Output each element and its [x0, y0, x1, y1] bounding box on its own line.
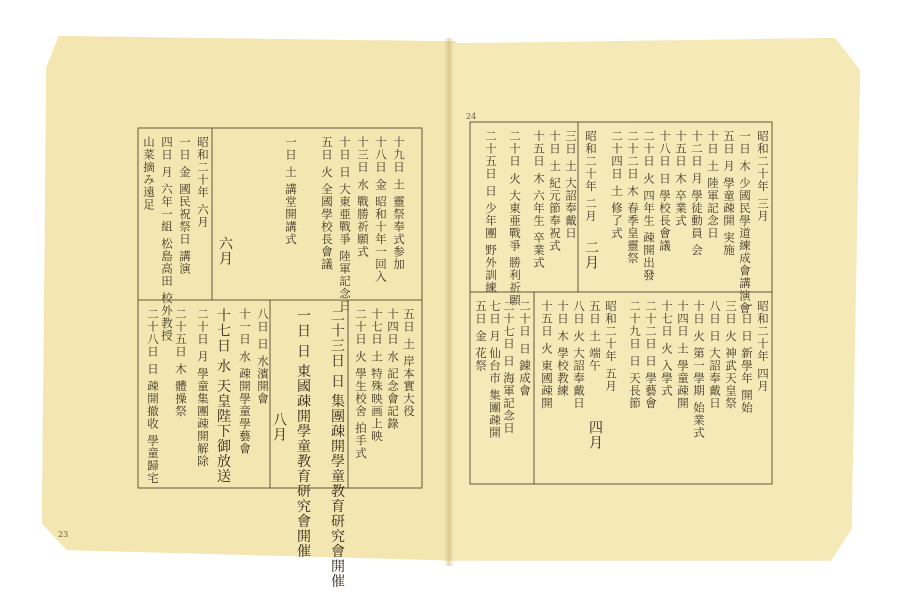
entry-right-bottom-4: 十日 火 第一學期 始業式 — [692, 300, 706, 439]
entry-right-bottom-12: 十日 木 學校教練 — [556, 300, 570, 397]
entry-right-top-6: 十八日 日 學校長會議 — [658, 130, 672, 252]
entry-right-bottom-8: 二十九日 日 天長節 — [628, 300, 642, 410]
entry-left-top-7: 一日 金 國民祝祭日 講演 — [178, 136, 192, 275]
page-number-right: 24 — [466, 112, 477, 121]
entry-left-bottom-5: 一日 日 東國疎開學童教育研究會開催 — [295, 308, 311, 559]
entry-left-top-6: 昭和二十年 六月 — [196, 136, 210, 229]
entry-right-top-8: 二十二日 木 春季皇靈祭 — [626, 130, 640, 265]
month-label-right-top: 二月 — [583, 240, 599, 270]
entry-right-top-13: 十五日 木 六年生 卒業式 — [532, 130, 546, 269]
entry-left-top-0: 十九日 土 靈祭奉式参加 — [392, 136, 406, 271]
entry-right-bottom-17: 五日 金 花祭 — [474, 300, 488, 372]
entry-right-bottom-10: 五日 土 端午 — [588, 300, 602, 372]
entry-right-bottom-2: 三日 火 神武天皇祭 — [724, 300, 738, 410]
entry-right-bottom-16: 七日 月 仙台市 集團疎開 — [488, 300, 502, 439]
entry-right-top-14: 二十日 火 大東亜戰爭 勝利祈願 — [508, 130, 522, 307]
entry-left-bottom-4: 二十三日 日 集團疎開學童教育研究會開催 — [329, 308, 345, 589]
entry-right-bottom-3: 八日 日 大詔奉戴日 — [708, 300, 722, 410]
month-label-right-bottom: 四月 — [587, 420, 603, 450]
entry-left-bottom-0: 五日 土 岸本實大役 — [402, 308, 416, 418]
entry-right-top-11: 三日 土 大詔奉戴日 — [564, 130, 578, 240]
entry-left-bottom-2: 十七日 土 特殊映画上映 — [370, 308, 384, 443]
entry-right-top-10: 昭和二十年 二月 — [584, 130, 598, 223]
entry-left-bottom-7: 十一日 水 疎開學童學藝會 — [238, 308, 252, 455]
entry-left-top-3: 十日 日 大東亜戰爭 陸軍記念日 — [338, 136, 352, 313]
entry-left-bottom-8: 十七日 水 天皇陛下御放送 — [215, 308, 231, 484]
entry-right-top-15: 二十五日 日 少年團 野外訓練 — [484, 130, 498, 294]
entry-left-top-9: 山菜摘み遠足 — [142, 136, 156, 211]
entry-left-bottom-11: 二十八日 日 疎開撤收 學童歸宅 — [146, 308, 160, 485]
entry-right-top-7: 二十日 火 四年生 疎開出發 — [642, 130, 656, 282]
entry-right-bottom-11: 八日 火 大詔奉戴日 — [572, 300, 586, 410]
month-label-left-bottom: 八月 — [271, 412, 287, 442]
entry-right-top-0: 昭和二十年 三月 — [756, 130, 770, 223]
entry-right-bottom-13: 十五日 火 東國疎開 — [540, 300, 554, 410]
entry-right-bottom-5: 十四日 土 學童疎開 — [676, 300, 690, 410]
entry-left-bottom-9: 二十日 月 學童集團疎開解除 — [196, 308, 210, 468]
entry-right-top-2: 五日 月 學童疎開 実施 — [722, 130, 736, 257]
entry-right-bottom-6: 十七日 火 入學式 — [660, 300, 674, 397]
entry-left-bottom-3: 二十日 火 學生校舍 拍手式 — [354, 308, 368, 460]
entry-left-bottom-1: 十四日 水 記念會記錄 — [386, 308, 400, 430]
entry-left-top-1: 十八日 金 昭和十年一回入 — [374, 136, 388, 283]
page-number-left: 23 — [58, 530, 69, 539]
entry-right-bottom-0: 昭和二十年 四月 — [756, 300, 770, 393]
entry-right-bottom-15: 二十七日 日 海軍記念日 — [502, 300, 516, 435]
entry-right-bottom-9: 昭和二十年 五月 — [604, 300, 618, 393]
entry-right-top-4: 十二日 月 學徒動員 会 — [690, 130, 704, 257]
entry-right-top-1: 一日 木 少國民學道練成會講演會 — [738, 130, 752, 315]
entry-left-top-8: 四日 月 六年一組 松島高田 校外教授 — [160, 136, 174, 343]
entry-right-top-12: 十日 土 紀元節奉祝式 — [548, 130, 562, 252]
entry-right-bottom-7: 二十二日 日 學藝會 — [644, 300, 658, 410]
entry-left-top-2: 十三日 水 戰勝祈願式 — [356, 136, 370, 258]
entry-right-top-9: 二十四日 土 修了式 — [610, 130, 624, 240]
entry-right-bottom-1: 一日 日 新學年 開始 — [740, 300, 754, 414]
entry-left-top-5: 一日 土 講堂開講式 — [284, 136, 298, 246]
entry-right-bottom-14: 二十日 日 錬成會 — [518, 300, 532, 397]
entry-left-bottom-6: 八日 日 水濱開會 — [256, 308, 270, 405]
entry-right-top-3: 十日 土 陸軍記念日 — [706, 130, 720, 240]
entry-left-bottom-10: 二十五日 木 體操祭 — [174, 308, 188, 418]
month-label-left: 六月 — [217, 236, 233, 266]
entry-left-top-4: 五日 火 全國學校長會議 — [320, 136, 334, 271]
entry-right-top-5: 十五日 木 卒業式 — [674, 130, 688, 227]
